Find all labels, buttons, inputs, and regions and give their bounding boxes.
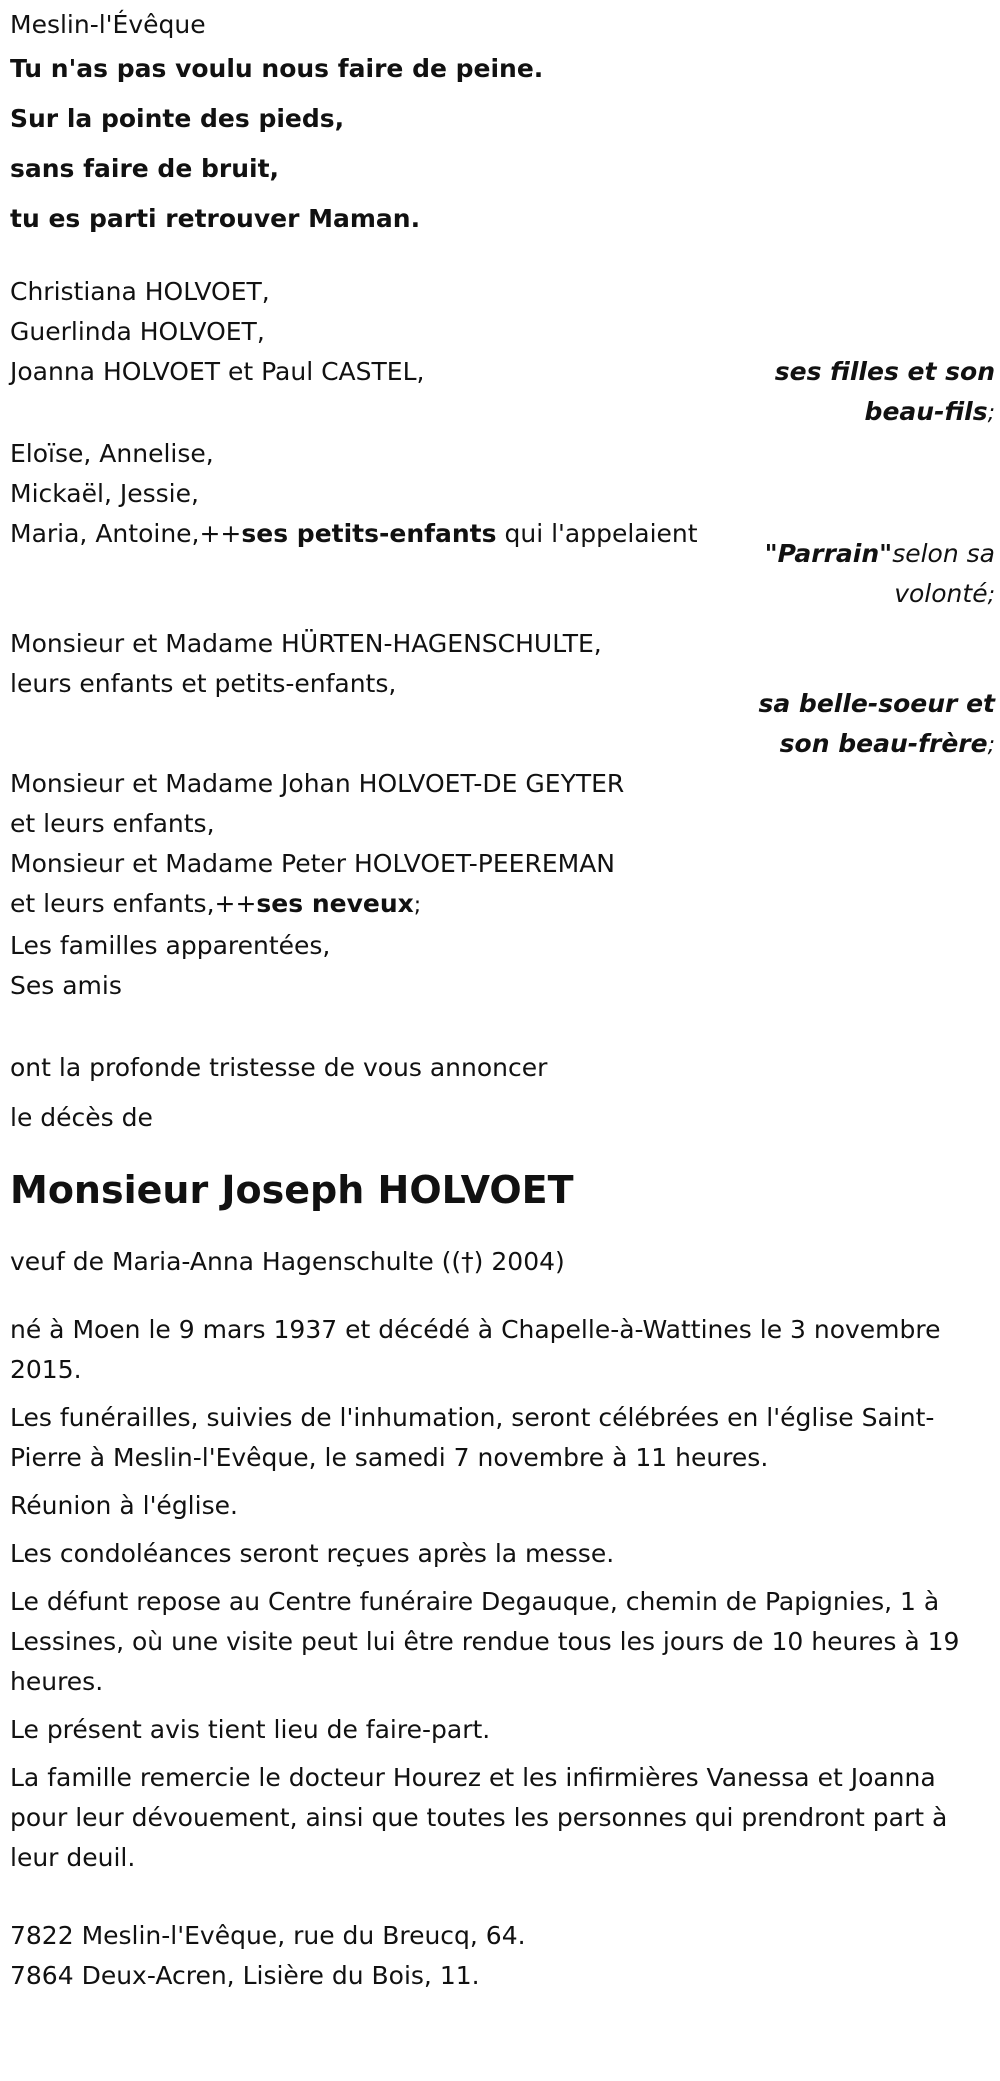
poem-line: tu es parti retrouver Maman. [10, 204, 421, 233]
location-header: Meslin-l'Évêque [10, 10, 206, 39]
name-text: Maria, Antoine,++ [10, 519, 242, 548]
address-line: 7864 Deux-Acren, Lisière du Bois, 11. [10, 1961, 480, 1990]
detail-paragraph: Les condoléances seront reçues après la messe. [10, 1539, 615, 1568]
announcement-line: ont la profonde tristesse de vous annoncer [10, 1053, 548, 1082]
relation-sep: ; [987, 583, 995, 608]
family-name: Monsieur et Madame Johan HOLVOET-DE GEYTER [10, 769, 625, 798]
inlaws-block [10, 624, 995, 764]
detail-paragraph: né à Moen le 9 mars 1937 et décédé à Chapelle-à-Wattines le 3 novembre 2015. [10, 1315, 941, 1384]
relation-text: beau-fils [864, 397, 988, 426]
detail-paragraph: Le présent avis tient lieu de faire-part. [10, 1715, 491, 1744]
detail-paragraph: Réunion à l'église. [10, 1491, 238, 1520]
daughters-relation [775, 352, 995, 434]
family-name: Joanna HOLVOET et Paul CASTEL, [10, 357, 425, 386]
address-line: 7822 Meslin-l'Evêque, rue du Breucq, 64. [10, 1921, 526, 1950]
family-name [10, 884, 995, 926]
family-name: Christiana HOLVOET, [10, 277, 270, 306]
obituary-notice [10, 6, 995, 1996]
nephews-block [10, 764, 995, 1006]
family-name: Mickaël, Jessie, [10, 479, 199, 508]
family-name: leurs enfants et petits-enfants, [10, 669, 397, 698]
addresses-section [10, 1916, 995, 1996]
detail-paragraph: La famille remercie le docteur Hourez et les infirmières Vanessa et Joanna pour leur dévouement, ainsi que toutes les personnes qui prendront part à leur deuil. [10, 1763, 948, 1872]
daughters-block [10, 272, 995, 434]
relation-bold: ses petits-enfants [241, 519, 497, 548]
poem-line: Sur la pointe des pieds, [10, 104, 345, 133]
relation-text: volonté [894, 579, 988, 608]
family-name: Eloïse, Annelise, [10, 439, 214, 468]
family-name: Monsieur et Madame Peter HOLVOET-PEEREMAN [10, 849, 615, 878]
relation-text: son beau-frère [779, 729, 988, 758]
relation-text: sa belle-soeur et [758, 689, 995, 718]
family-name: Monsieur et Madame HÜRTEN-HAGENSCHULTE, [10, 629, 602, 658]
relation-bold: ses neveux [256, 889, 414, 918]
name-text: qui l'appelaient [496, 519, 698, 548]
inlaws-relation [758, 684, 995, 766]
family-name: Ses amis [10, 971, 122, 1000]
relation-sep: ; [413, 893, 422, 918]
details-section [10, 1310, 995, 1878]
detail-paragraph: Le défunt repose au Centre funéraire Degauque, chemin de Papignies, 1 à Lessines, où une visite peut lui être rendue tous les jours de 10 heures à 19 heures. [10, 1587, 960, 1696]
relation-text: selon sa [892, 539, 995, 568]
name-text: et leurs enfants,++ [10, 889, 257, 918]
relation-bold: "Parrain" [764, 539, 893, 568]
deceased-name: Monsieur Joseph HOLVOET [10, 1168, 574, 1212]
widower-line: veuf de Maria-Anna Hagenschulte ((†) 2004) [10, 1247, 565, 1276]
poem [10, 44, 995, 244]
family-name: Les familles apparentées, [10, 931, 331, 960]
relation-sep: ; [987, 401, 995, 426]
poem-line: Tu n'as pas voulu nous faire de peine. [10, 54, 544, 83]
relation-text: ses filles et son [774, 357, 995, 386]
announcement-line: le décès de [10, 1103, 153, 1132]
poem-line: sans faire de bruit, [10, 154, 280, 183]
family-name: et leurs enfants, [10, 809, 215, 838]
detail-paragraph: Les funérailles, suivies de l'inhumation, seront célébrées en l'église Saint-Pierre à Meslin-l'Evêque, le samedi 7 novembre à 11 heures. [10, 1403, 935, 1472]
grandchildren-relation [765, 534, 995, 616]
family-name: Guerlinda HOLVOET, [10, 317, 265, 346]
relation-sep: ; [987, 733, 995, 758]
grandchildren-block [10, 434, 995, 624]
